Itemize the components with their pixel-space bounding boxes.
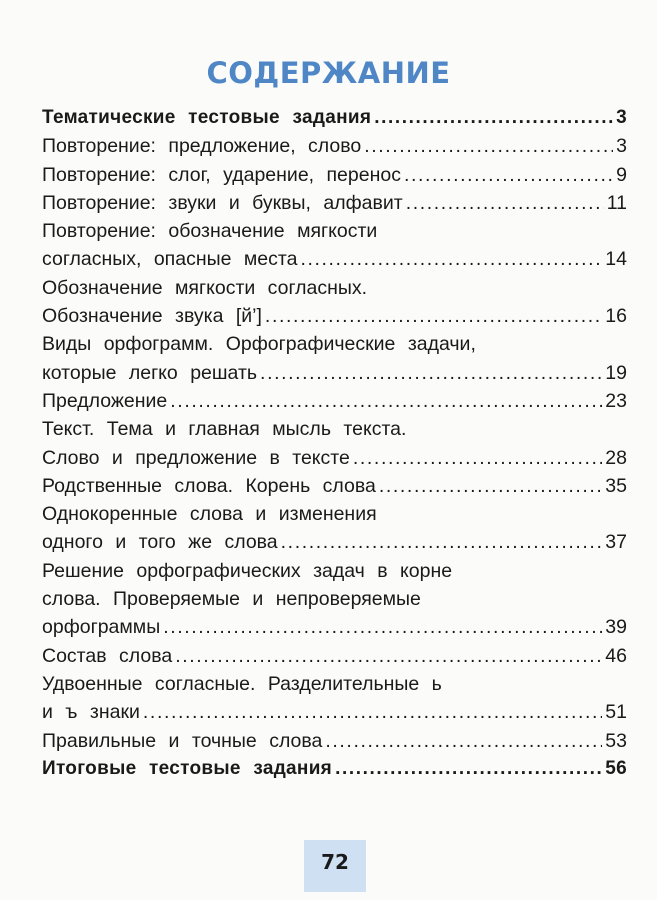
toc-entry-title: Повторение: слог, ударение, перенос	[42, 163, 401, 186]
toc-entry	[42, 585, 627, 613]
dot-leader	[364, 132, 613, 160]
toc-entry-page: 37	[605, 531, 627, 554]
toc-entry	[42, 472, 627, 500]
dot-leader	[163, 613, 602, 641]
toc-entry	[42, 670, 627, 698]
toc-entry	[42, 387, 627, 415]
toc-entry-title: Итоговые тестовые задания	[42, 757, 333, 779]
toc-entry	[42, 217, 627, 245]
toc-entry-page: 16	[605, 305, 627, 328]
toc-entry-page: 35	[605, 474, 627, 497]
toc-entry-title: Родственные слова. Корень слова	[42, 474, 376, 497]
dot-leader	[335, 755, 602, 783]
toc-entry-title: Правильные и точные слова	[42, 729, 323, 752]
dot-leader	[265, 302, 602, 330]
toc-entry-title: согласных, опасные места	[42, 248, 298, 271]
dot-leader	[170, 387, 602, 415]
toc-entry-title: которые легко решать	[42, 361, 258, 384]
toc-entry-title: Повторение: обозначение мягкости	[42, 220, 378, 243]
toc-entry-page: 39	[605, 616, 627, 639]
toc-entry-page: 28	[605, 446, 627, 469]
dot-leader	[404, 161, 613, 189]
toc-entry-title: Состав слова	[42, 644, 173, 667]
toc-entry-title: и ъ знаки	[42, 701, 140, 724]
page-title: СОДЕРЖАНИЕ	[206, 56, 451, 90]
toc-entry	[42, 444, 627, 472]
dot-leader	[374, 104, 613, 132]
toc-entry-title: Виды орфограмм. Орфографические задачи,	[42, 333, 476, 356]
toc-entry	[42, 755, 627, 783]
toc-entry	[42, 245, 627, 273]
toc-entry	[42, 359, 627, 387]
toc-entry-title: Удвоенные согласные. Разделительные ь	[42, 672, 442, 695]
toc-entry-title: Текст. Тема и главная мысль текста.	[42, 418, 407, 441]
toc-entry	[42, 161, 627, 189]
toc-entry-title: одного и того же слова	[42, 531, 278, 554]
toc-entry-title: Обозначение звука [й’]	[42, 305, 262, 328]
toc-entry-page: 3	[616, 135, 627, 158]
toc-entry	[42, 415, 627, 443]
toc-entry	[42, 528, 627, 556]
toc-entry-page: 46	[605, 644, 627, 667]
toc-entry	[42, 698, 627, 726]
toc-entry-page: 23	[605, 389, 627, 412]
toc-entry-page: 56	[605, 757, 627, 779]
dot-leader	[300, 245, 602, 273]
toc-entry-page: 11	[606, 191, 627, 214]
dot-leader	[143, 698, 602, 726]
toc-entry	[42, 189, 627, 217]
toc-entry	[42, 274, 627, 302]
dot-leader	[281, 528, 603, 556]
toc-entry-title: Тематические тестовые задания	[42, 107, 372, 128]
toc-entry-page: 3	[616, 107, 627, 128]
toc-entry-page: 14	[605, 248, 627, 271]
dot-leader	[260, 359, 602, 387]
toc-entry-title: Однокоренные слова и изменения	[42, 503, 377, 526]
toc-entry-page: 19	[605, 361, 627, 384]
dot-leader	[406, 189, 604, 217]
toc-entry-title: орфограммы	[42, 616, 161, 639]
dot-leader	[353, 444, 602, 472]
table-of-contents	[42, 104, 627, 783]
toc-entry-title: Предложение	[42, 389, 168, 412]
toc-entry	[42, 132, 627, 160]
toc-entry	[42, 613, 627, 641]
dot-leader	[325, 727, 602, 755]
dot-leader	[175, 642, 602, 670]
toc-entry-title: Обозначение мягкости согласных.	[42, 276, 368, 299]
toc-entry-title: Решение орфографических задач в корне	[42, 559, 453, 582]
toc-entry-page: 53	[605, 729, 627, 752]
toc-entry	[42, 500, 627, 528]
toc-entry	[42, 727, 627, 755]
toc-entry-page: 51	[605, 701, 627, 724]
toc-entry-title: Повторение: звуки и буквы, алфавит	[42, 191, 403, 214]
toc-entry	[42, 330, 627, 358]
page-number: 72	[304, 840, 366, 892]
toc-entry-page: 9	[616, 163, 627, 186]
toc-entry	[42, 302, 627, 330]
toc-entry-title: слова. Проверяемые и непроверяемые	[42, 588, 421, 611]
toc-entry-title: Слово и предложение в тексте	[42, 446, 350, 469]
toc-entry	[42, 642, 627, 670]
toc-entry	[42, 557, 627, 585]
dot-leader	[379, 472, 602, 500]
toc-entry	[42, 104, 627, 132]
toc-entry-title: Повторение: предложение, слово	[42, 135, 362, 158]
